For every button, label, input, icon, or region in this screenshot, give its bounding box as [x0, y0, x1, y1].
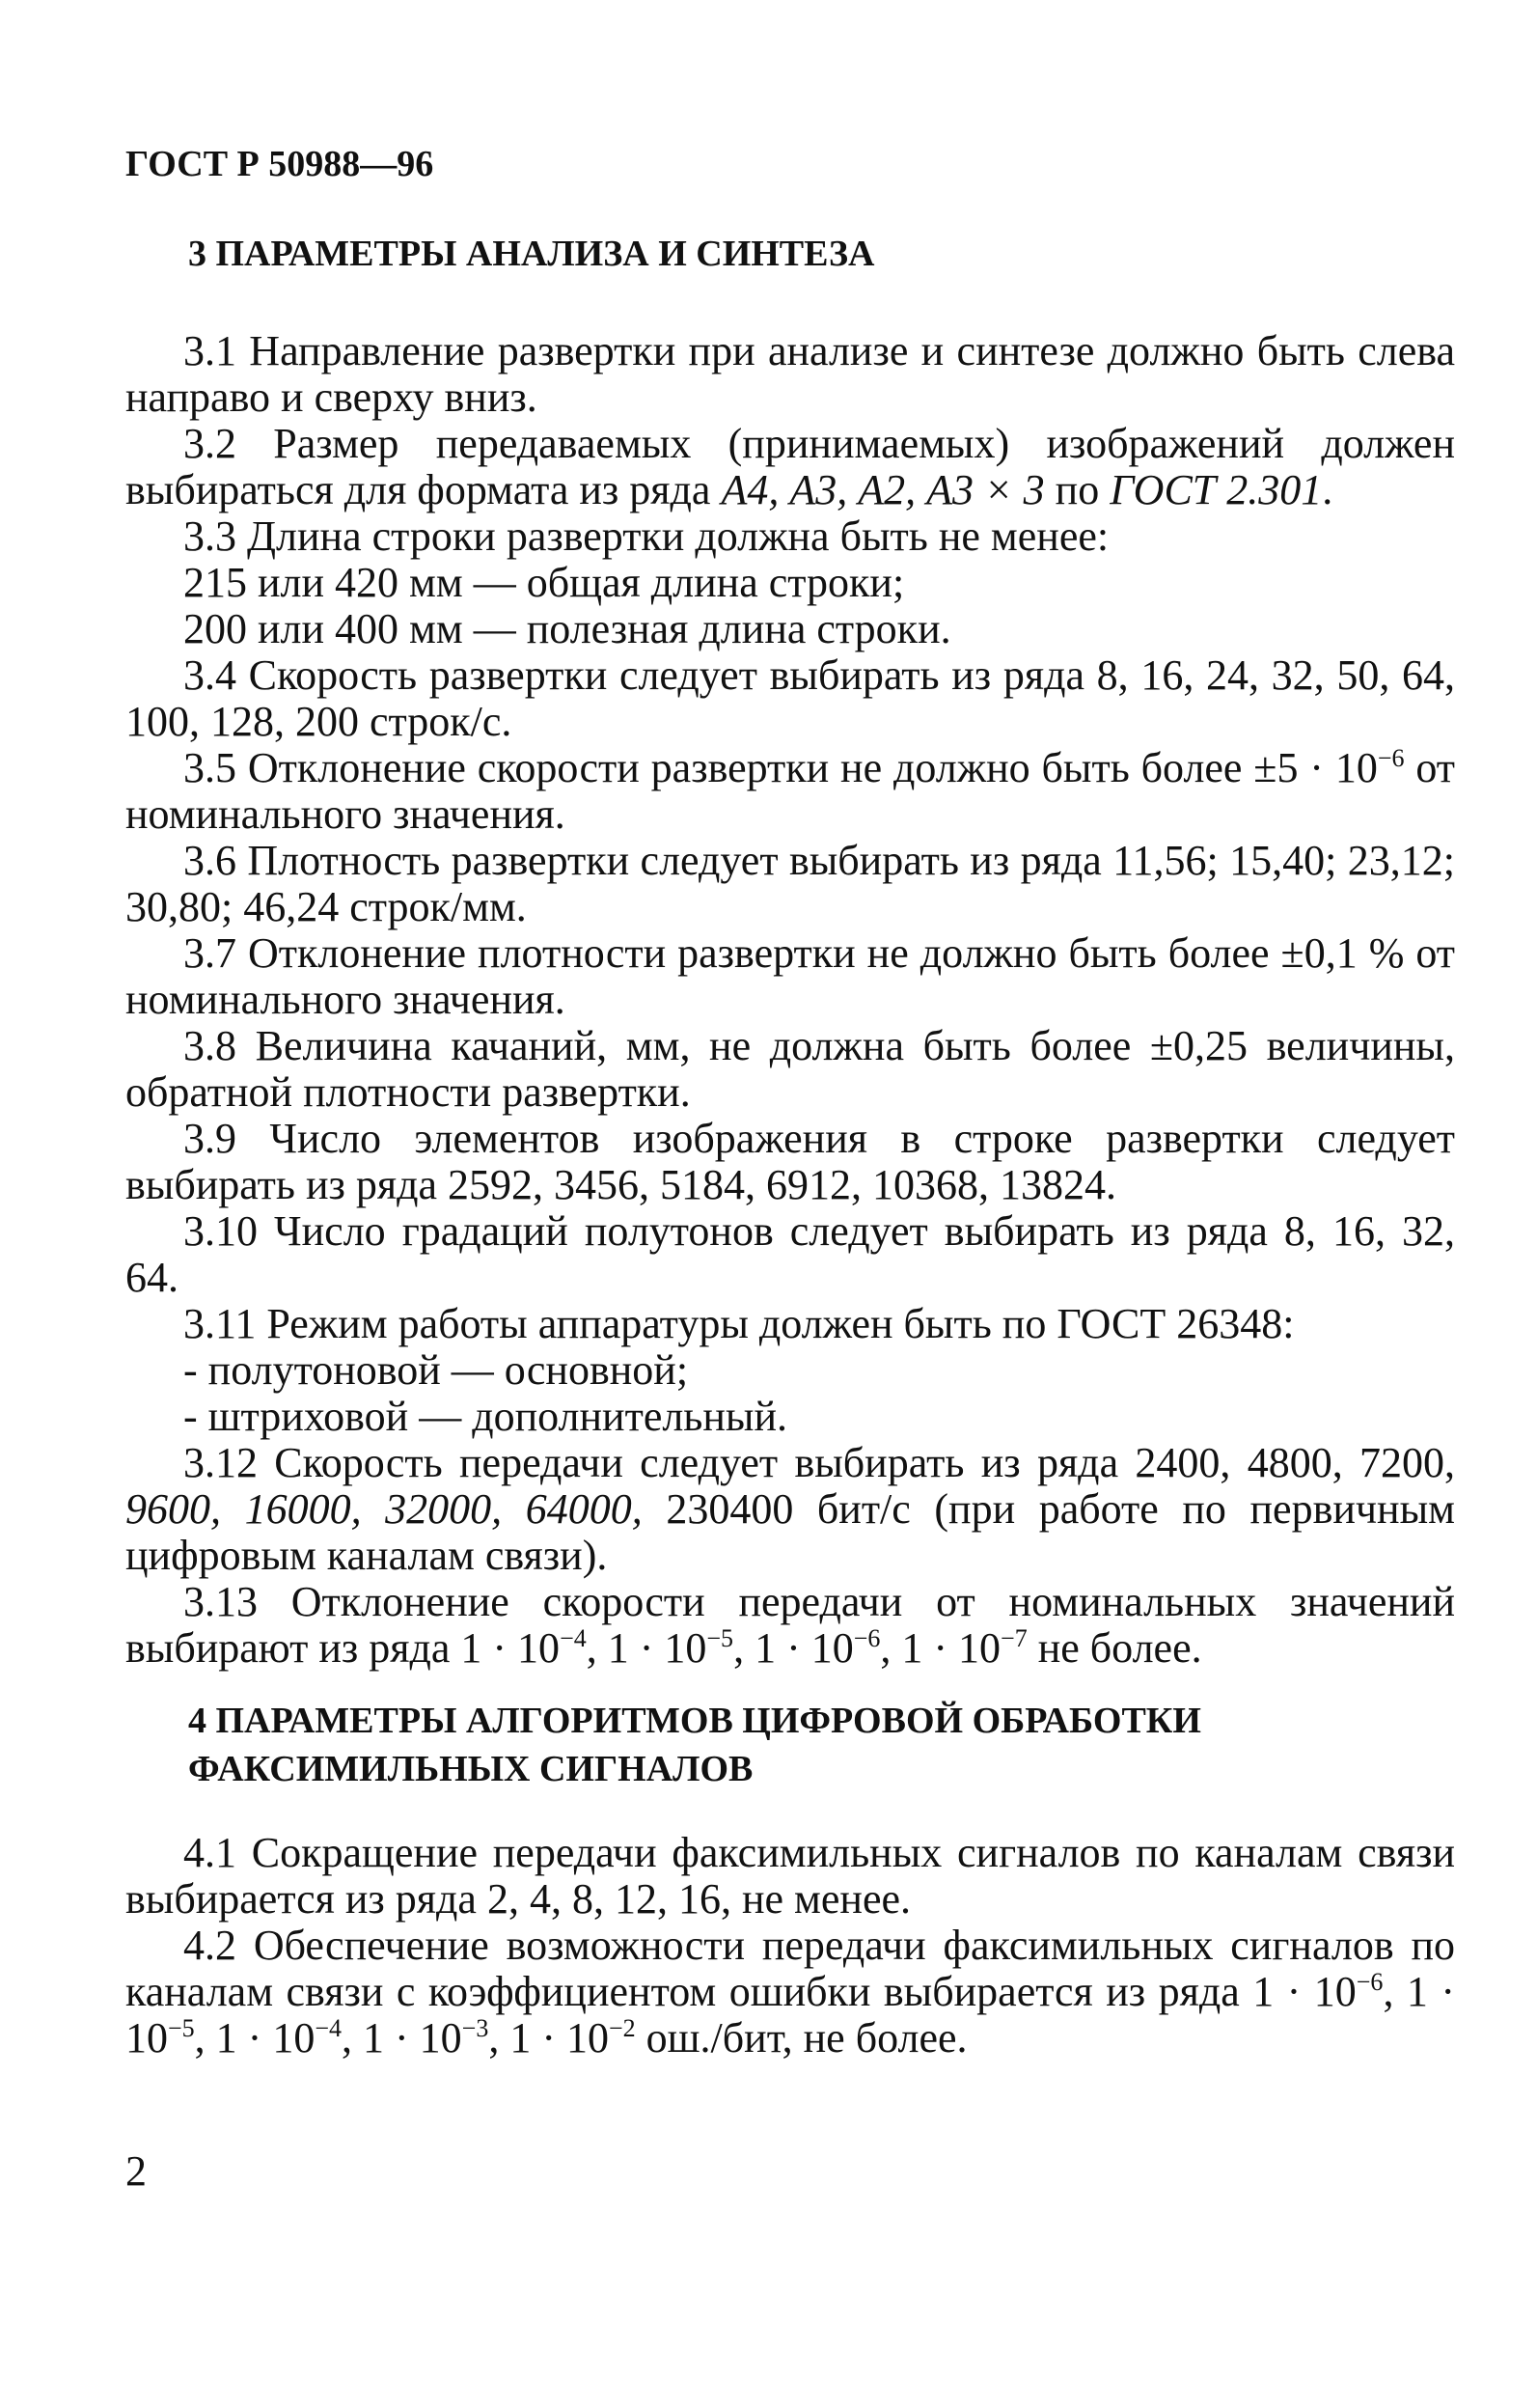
paragraph-4-2 — [125, 1923, 1455, 2062]
paragraph-3-2-end: . — [1322, 466, 1333, 513]
paragraph-3-1: 3.1 Направление развертки при анализе и синтезе должно быть слева направо и сверху вниз. — [125, 327, 1455, 421]
paragraph-3-7: 3.7 Отклонение плотности развертки не должно быть более ±0,1 % от номинального значения. — [125, 929, 1455, 1023]
separator: , 1 · 10 — [488, 2014, 609, 2062]
paragraph-3-11-item-a: - полутоновой — основной; — [183, 1346, 689, 1394]
paragraph-3-5 — [125, 745, 1455, 838]
paragraph-3-2-formats: А4, А3, А2, А3 × 3 — [721, 466, 1045, 513]
paragraph-3-11: 3.11 Режим работы аппаратуры должен быть по ГОСТ 26348: — [183, 1300, 1295, 1347]
paragraph-3-12-italic-values: 9600, 16000, 32000, 64000, — [125, 1485, 643, 1533]
exponent: −2 — [608, 2014, 636, 2042]
paragraph-3-9: 3.9 Число элементов изображения в строке развертки следует выбирать из ряда 2592, 3456, 5184, 6912, 10368, 13824. — [125, 1115, 1455, 1208]
paragraph-3-12 — [125, 1440, 1455, 1579]
exponent: −6 — [853, 1624, 881, 1652]
document-code: ГОСТ Р 50988—96 — [125, 144, 434, 184]
separator: , 1 · 10 — [880, 1624, 1002, 1672]
exponent: −4 — [560, 1624, 587, 1652]
exponent: −3 — [461, 2014, 489, 2042]
paragraph-3-2-text: 3.2 Размер передаваемых (принимаемых) изображений должен выбираться для формата из ряда — [125, 420, 1455, 513]
exponent: −6 — [1356, 1968, 1384, 1996]
section-4-title — [188, 1697, 1201, 1793]
exponent: −5 — [706, 1624, 734, 1652]
section-3-body — [125, 328, 1455, 1672]
exponent: −6 — [1377, 744, 1405, 772]
paragraph-3-8: 3.8 Величина качаний, мм, не должна быть более ±0,25 величины, обратной плотности развертки. — [125, 1022, 1455, 1116]
paragraph-3-4: 3.4 Скорость развертки следует выбирать из ряда 8, 16, 24, 32, 50, 64, 100, 128, 200 строк/с. — [125, 651, 1455, 745]
exponent: −7 — [1001, 1624, 1028, 1652]
page-number: 2 — [125, 2147, 147, 2195]
paragraph-3-2 — [125, 421, 1455, 513]
paragraph-3-3-item-a: 215 или 420 мм — общая длина строки; — [183, 559, 905, 606]
paragraph-3-3-item-b: 200 или 400 мм — полезная длина строки. — [183, 605, 951, 652]
section-3-title: 3 ПАРАМЕТРЫ АНАЛИЗА И СИНТЕЗА — [188, 234, 875, 274]
paragraph-4-2-tail: ош./бит, не более. — [635, 2014, 968, 2062]
separator: , 1 · 10 — [586, 1624, 707, 1672]
paragraph-3-12-tail: 230400 бит/с (при работе по первичным цифровым каналам связи). — [125, 1485, 1455, 1579]
section-4-title-line-1: 4 ПАРАМЕТРЫ АЛГОРИТМОВ ЦИФРОВОЙ ОБРАБОТКИ — [188, 1701, 1201, 1741]
paragraph-4-2-text: 4.2 Обеспечение возможности передачи факсимильных сигналов по каналам связи с коэффициентом ошибки выбирается из ряда 1 · 10 — [125, 1922, 1455, 2015]
separator: , 1 · 10 — [125, 1968, 1455, 2062]
paragraph-3-13-text: 3.13 Отклонение скорости передачи от номинальных значений выбирают из ряда 1 · 10 — [125, 1578, 1455, 1672]
paragraph-3-5-text: 3.5 Отклонение скорости развертки не должно быть более ±5 · 10 — [183, 744, 1378, 791]
exponent: −5 — [168, 2014, 195, 2042]
paragraph-3-10: 3.10 Число градаций полутонов следует выбирать из ряда 8, 16, 32, 64. — [125, 1207, 1455, 1301]
section-4-body — [125, 1830, 1455, 2062]
paragraph-3-11-item-b: - штриховой — дополнительный. — [183, 1393, 788, 1440]
paragraph-3-6: 3.6 Плотность развертки следует выбирать из ряда 11,56; 15,40; 23,12; 30,80; 46,24 строк/мм. — [125, 837, 1455, 930]
exponent: −4 — [315, 2014, 342, 2042]
separator: , 1 · 10 — [194, 2014, 316, 2062]
separator: , 1 · 10 — [342, 2014, 462, 2062]
paragraph-4-1: 4.1 Сокращение передачи факсимильных сигналов по каналам связи выбирается из ряда 2, 4, 8, 12, 16, не менее. — [125, 1829, 1455, 1923]
section-4-title-line-2: ФАКСИМИЛЬНЫХ СИГНАЛОВ — [188, 1749, 754, 1789]
paragraph-3-2-standard-ref: ГОСТ 2.301 — [1110, 466, 1323, 513]
paragraph-3-12-text: 3.12 Скорость передачи следует выбирать из ряда 2400, 4800, 7200, — [183, 1439, 1455, 1486]
paragraph-3-5-tail: от номинального значения. — [125, 744, 1456, 838]
paragraph-3-13-tail: не более. — [1027, 1624, 1202, 1672]
paragraph-3-3: 3.3 Длина строки развертки должна быть не менее: — [183, 512, 1110, 560]
separator: , 1 · 10 — [733, 1624, 854, 1672]
paragraph-3-2-by: по — [1044, 466, 1111, 513]
paragraph-3-13 — [125, 1579, 1455, 1672]
